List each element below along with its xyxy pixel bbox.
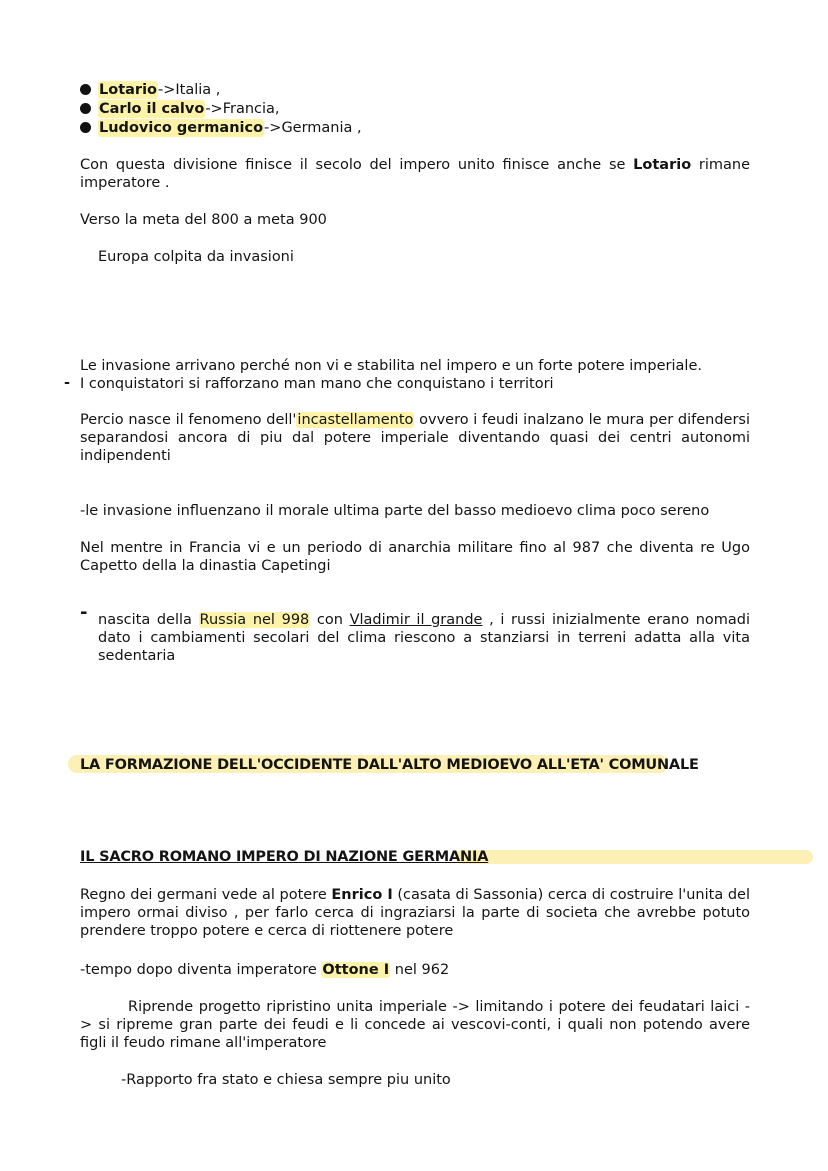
bullet-dot-icon [80,84,91,95]
text: nel 962 [390,962,450,978]
text: rimane imperatore . [80,157,750,191]
bold-highlighted-name: Ottone I [322,962,390,978]
paragraph-state-church: -Rapporto fra stato e chiesa sempre piu unito [121,1072,451,1088]
bold-name: Enrico I [331,887,393,903]
underlined-name: Vladimir il grande [349,612,483,628]
highlighted-term: incastellamento [297,412,414,428]
text: (casata di Sassonia) cerca di costruire l'unita del impero ormai diviso , per farlo cerca di ingraziarsi la parte di societa che avrebbe potuto prendere troppo potere e cerca di riottenere potere [80,887,750,939]
paragraph-project: Riprende progetto ripristino unita imperiale -> limitando i potere dei feudatari laici -> si ripreme gran parte dei feudi e li concede ai vescovi-conti, i quali non potendo avere figli il feudo rimane all'imperatore [80,999,750,1051]
ruler-territory: Germania , [281,119,362,136]
paragraph-france: Nel mentre in Francia vi e un periodo di anarchia militare fino al 987 che diventa re Ugo Capetto della la dinastia Capetingi [80,540,750,574]
text: Regno dei germani vede al potere [80,887,332,903]
paragraph-division [80,156,750,192]
bullet-dot-icon [80,103,91,114]
arrow-text: -> [158,81,176,98]
ruler-name: Ludovico germanico [99,119,264,136]
text: -tempo dopo diventa imperatore [80,962,322,978]
ruler-name: Lotario [99,81,157,98]
dash-marker: - [80,602,88,623]
list-item [80,118,480,137]
paragraph-enrico [80,886,750,940]
text: Con questa divisione finisce il secolo del impero unito finisce anche se [80,157,634,173]
paragraph-incastellamento [80,411,750,465]
paragraph-invasion-causes-line2: I conquistatori si rafforzano man mano che conquistano i territori [80,376,554,392]
paragraph-invasions: Europa colpita da invasioni [98,249,294,265]
highlighted-term: Russia nel 998 [199,612,310,628]
section-heading-sacro-romano-impero: IL SACRO ROMANO IMPERO DI NAZIONE GERMANIA [80,849,489,865]
dash-marker: - [64,375,71,391]
heading-highlight-band [455,850,813,864]
paragraph-invasion-causes-line1: Le invasione arrivano perché non vi e stabilita nel impero e un forte potere imperiale. [80,358,702,374]
ruler-bullet-list [80,80,480,137]
ruler-territory: Italia , [175,81,221,98]
text: , i russi inizialmente erano nomadi dato i cambiamenti secolari del clima riescono a stanziarsi in terreni adatta alla vita sedentaria [98,612,751,664]
text: Percio nasce il fenomeno dell' [80,412,297,428]
text: nascita della [98,612,199,628]
list-item [80,80,480,99]
paragraph-morale: -le invasione influenzano il morale ultima parte del basso medioevo clima poco sereno [80,503,710,519]
bullet-dot-icon [80,122,91,133]
arrow-text: -> [205,100,223,117]
list-item [80,99,480,118]
paragraph-ottone [80,961,750,979]
paragraph-period: Verso la meta del 800 a meta 900 [80,212,327,228]
bold-name: Lotario [633,157,692,173]
text: ovvero i feudi inalzano le mura per difendersi separandosi ancora di piu dal potere imperiale diventando quasi dei centri autonomi indipendenti [80,412,750,464]
ruler-name: Carlo il calvo [99,100,205,117]
text: con [310,612,350,628]
paragraph-russia [98,611,750,665]
section-heading-occidente: LA FORMAZIONE DELL'OCCIDENTE DALL'ALTO MEDIOEVO ALL'ETA' COMUNALE [80,757,699,773]
ruler-territory: Francia, [222,100,280,117]
arrow-text: -> [264,119,282,136]
